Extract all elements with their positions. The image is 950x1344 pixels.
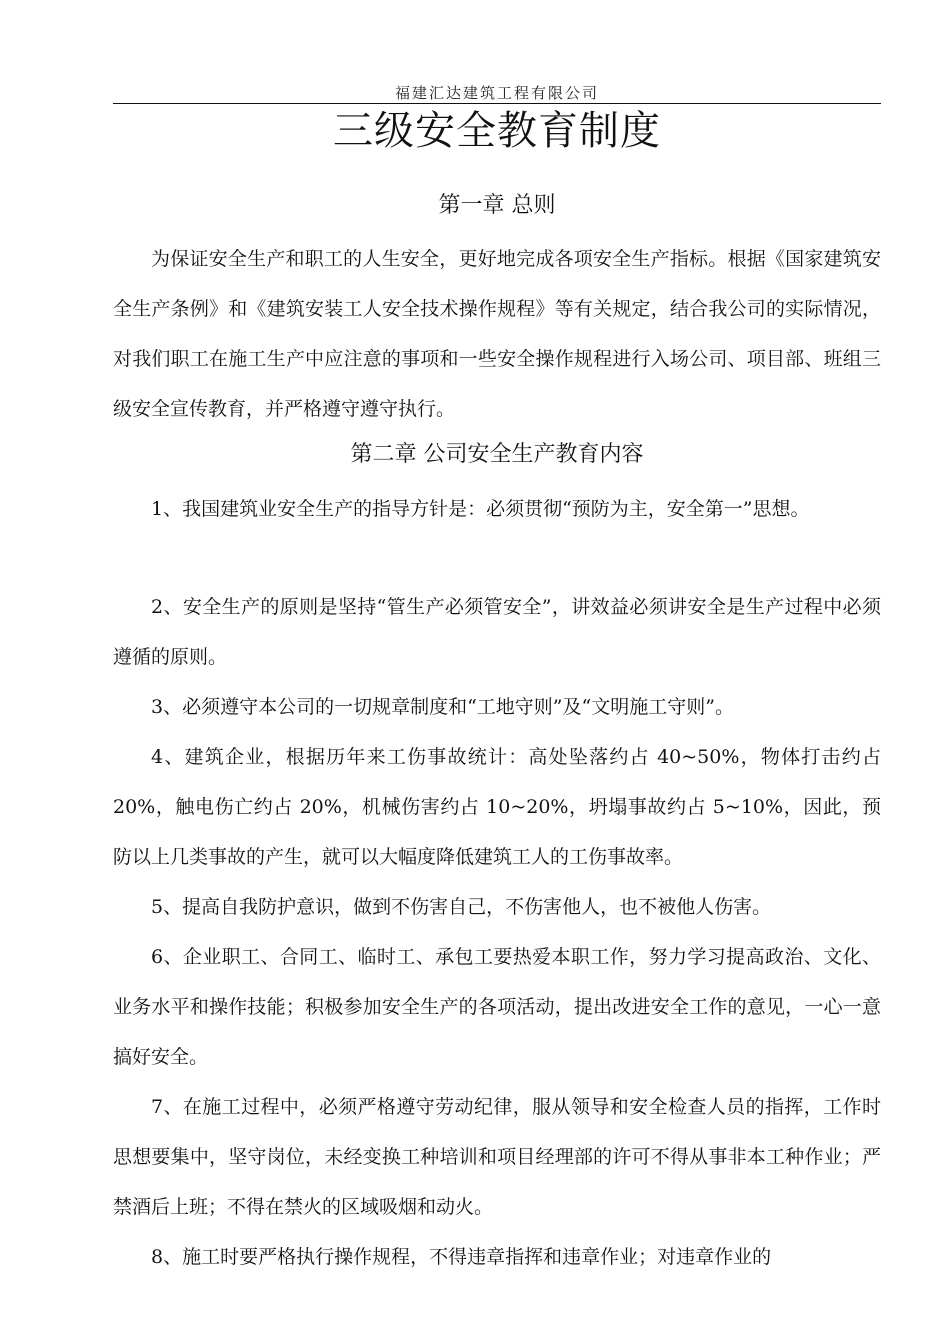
clause-7: 7、在施工过程中，必须严格遵守劳动纪律，服从领导和安全检查人员的指挥，工作时思想要集中，坚守岗位，未经变换工种培训和项目经理部的许可不得从事非本工种作业；严禁酒后上班；不得在禁火的区域吸烟和动火。	[113, 1096, 881, 1218]
chapter-1-paragraph: 为保证安全生产和职工的人生安全，更好地完成各项安全生产指标。根据《国家建筑安全生产条例》和《建筑安装工人安全技术操作规程》等有关规定，结合我公司的实际情况，对我们职工在施工生产中应注意的事项和一些安全操作规程进行入场公司、项目部、班组三级安全宣传教育，并严格遵守遵守执行。	[113, 248, 881, 420]
clause-4: 4、建筑企业，根据历年来工伤事故统计：高处坠落约占 40~50%，物体打击约占 20%，触电伤亡约占 20%，机械伤害约占 10~20%，坍塌事故约占 5~10%，因此，预防以上几类事故的产生，就可以大幅度降低建筑工人的工伤事故率。	[113, 746, 881, 868]
clause-1: 1、我国建筑业安全生产的指导方针是：必须贯彻“预防为主，安全第一”思想。	[151, 498, 810, 520]
page-header-company: 福建汇达建筑工程有限公司	[394, 84, 599, 102]
clause-2: 2、安全生产的原则是坚持“管生产必须管安全”，讲效益必须讲安全是生产过程中必须遵循的原则。	[113, 596, 881, 668]
clause-3: 3、必须遵守本公司的一切规章制度和“工地守则”及“文明施工守则”。	[151, 696, 734, 718]
header-divider	[113, 103, 881, 104]
clause-8: 8、施工时要严格执行操作规程，不得违章指挥和违章作业；对违章作业的	[151, 1246, 772, 1268]
clause-5: 5、提高自我防护意识，做到不伤害自己，不伤害他人，也不被他人伤害。	[151, 896, 772, 918]
document-title: 三级安全教育制度	[333, 108, 661, 154]
clause-6: 6、企业职工、合同工、临时工、承包工要热爱本职工作，努力学习提高政治、文化、业务水平和操作技能；积极参加安全生产的各项活动，提出改进安全工作的意见，一心一意搞好安全。	[113, 946, 881, 1068]
chapter-2-heading: 第二章 公司安全生产教育内容	[350, 442, 644, 467]
chapter-1-heading: 第一章 总则	[438, 193, 556, 218]
